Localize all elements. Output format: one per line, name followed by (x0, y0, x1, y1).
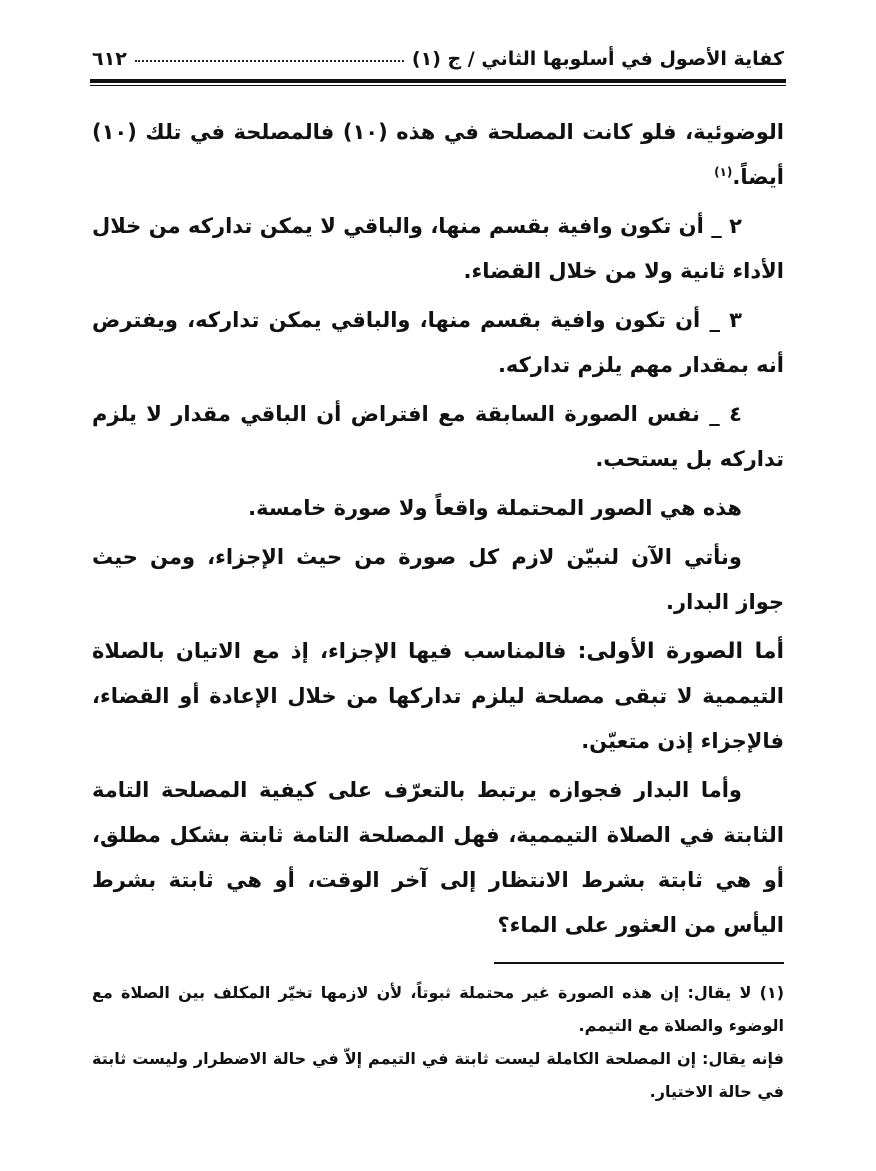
section-heading: أما الصورة الأولى: (577, 639, 784, 664)
header-title: كفاية الأصول في أسلوبها الثاني / ج (١) (411, 48, 784, 70)
header-dot-leader (135, 59, 404, 62)
paragraph-1-text: الوضوئية، فلو كانت المصلحة في هذه (١٠) فالمصلحة في تلك (١٠) أيضاً. (92, 120, 784, 189)
paragraph-3: ٣ _ أن تكون وافية بقسم منها، والباقي يمكن تداركه، ويفترض أنه بمقدار مهم يلزم تداركه. (92, 308, 784, 377)
footnote-reference: (١) (714, 165, 733, 179)
paragraph-5: هذه هي الصور المحتملة واقعاً ولا صورة خامسة. (248, 496, 742, 520)
page-number: ٦١٢ (92, 48, 127, 70)
paragraph-6: ونأتي الآن لنبيّن لازم كل صورة من حيث الإجزاء، ومن حيث جواز البدار. (92, 545, 784, 614)
footnote-1-part-2: فإنه يقال: إن المصلحة الكاملة ليست ثابتة في التيمم إلاّ في حالة الاضطرار وليست ثابتة في حالة الاختيار. (92, 1049, 784, 1101)
paragraph-7 (92, 629, 784, 764)
main-text (92, 110, 784, 948)
footnote-1-part-1: (١) لا يقال: إن هذه الصورة غير محتملة ثبوتاً، لأن لازمها تخيّر المكلف بين الصلاة مع الوضوء والصلاة مع التيمم. (92, 983, 784, 1035)
paragraph-8: وأما البدار فجوازه يرتبط بالتعرّف على كيفية المصلحة التامة الثابتة في الصلاة التيممية، فهل المصلحة التامة ثابتة بشكل مطلق، أو هي ثابتة بشرط الانتظار إلى آخر الوقت، أو هي ثابتة بشرط اليأس من العثور على الماء؟ (92, 778, 784, 937)
paragraph-7-text: فالمناسب فيها الإجزاء، إذ مع الاتيان بالصلاة التيممية لا تبقى مصلحة ليلزم تداركها من خلال الإعادة أو القضاء، فالإجزاء إذن متعيّن. (92, 639, 784, 753)
paragraph-4: ٤ _ نفس الصورة السابقة مع افتراض أن الباقي مقدار لا يلزم تداركه بل يستحب. (92, 402, 784, 471)
paragraph-1 (92, 110, 784, 200)
footnotes (92, 976, 784, 1108)
running-header (92, 30, 784, 70)
header-rule (90, 79, 786, 86)
footnote-rule (494, 962, 784, 964)
paragraph-2: ٢ _ أن تكون وافية بقسم منها، والباقي لا يمكن تداركه من خلال الأداء ثانية ولا من خلال القضاء. (92, 214, 784, 283)
